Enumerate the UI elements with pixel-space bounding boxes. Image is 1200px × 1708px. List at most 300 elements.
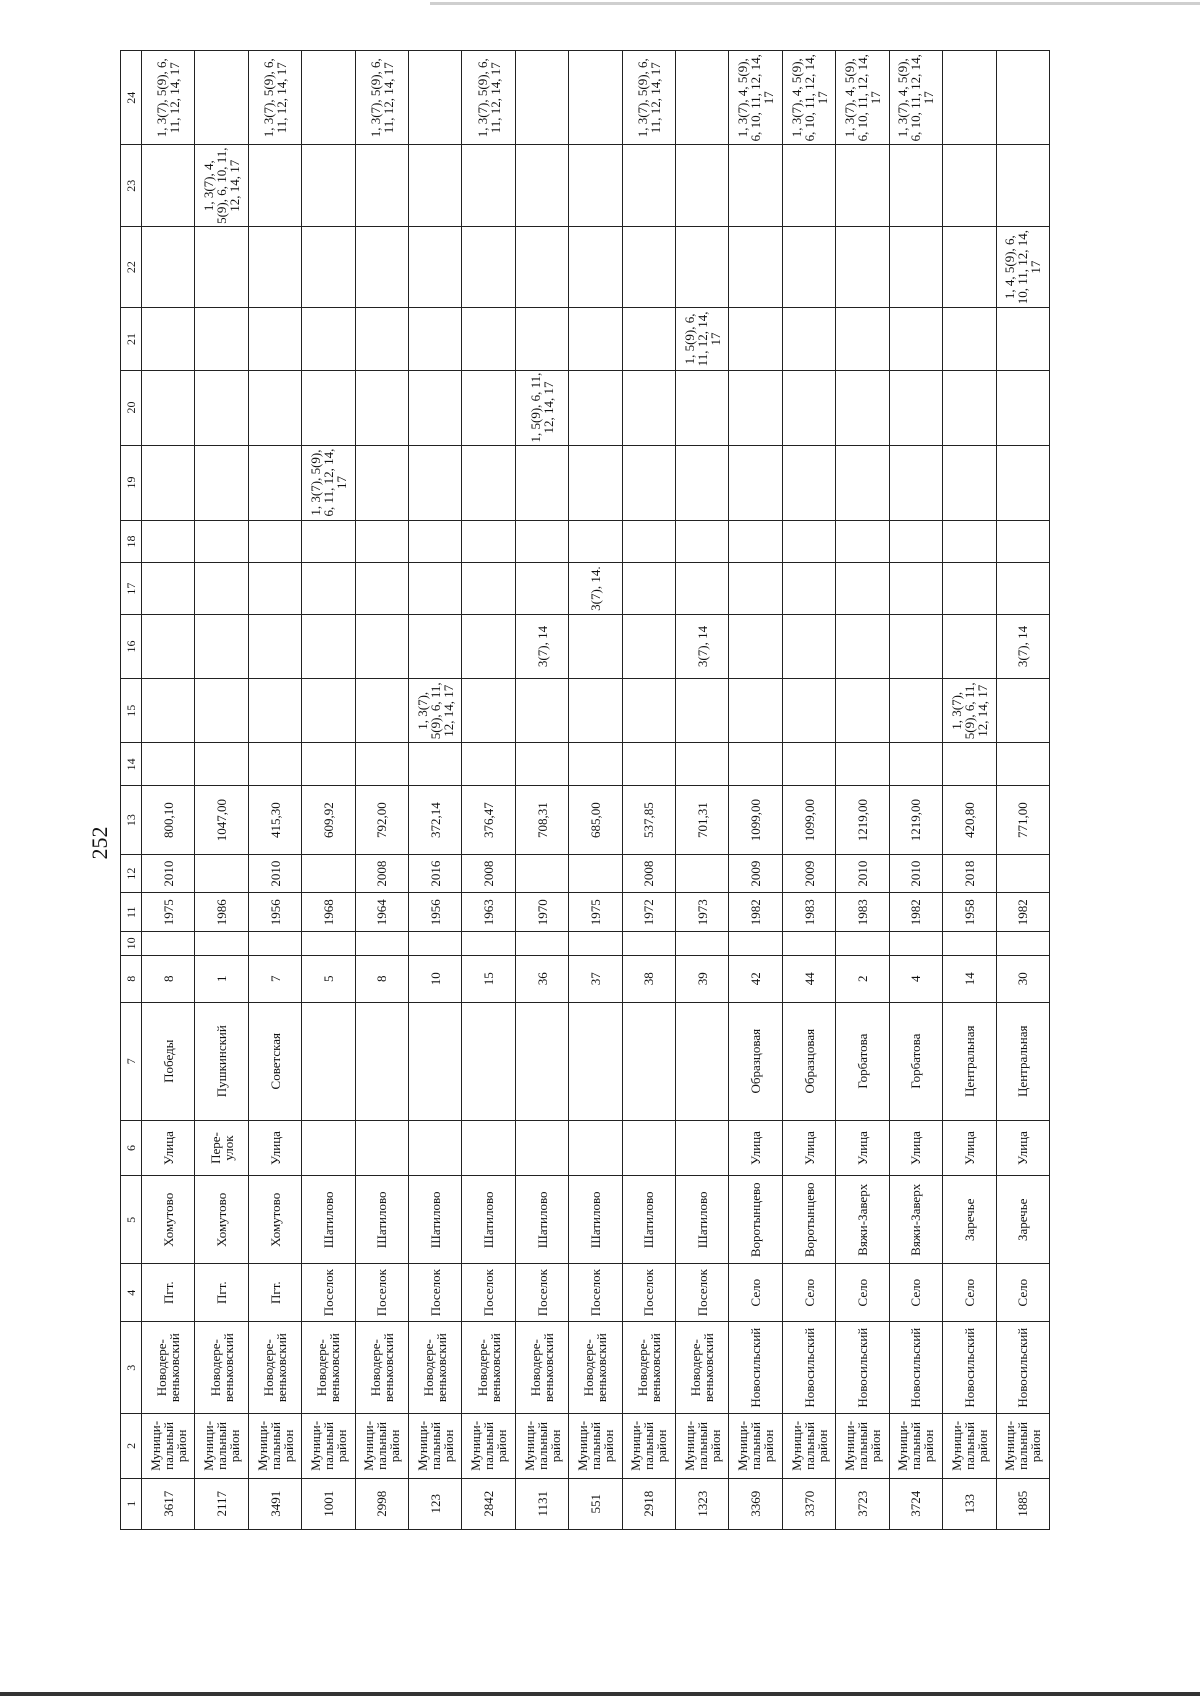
table-cell	[676, 1120, 729, 1176]
table-cell	[248, 308, 301, 370]
table-cell: Новосильский	[729, 1322, 782, 1414]
table-cell: Образцовая	[729, 1002, 782, 1120]
table-cell: 800,10	[142, 786, 195, 855]
table-cell: 1, 3(7), 5(9), 6, 11, 12, 14, 17	[409, 679, 462, 743]
table-cell: Село	[889, 1264, 942, 1322]
table-cell	[195, 226, 248, 307]
table-cell: Муници-пальный район	[622, 1414, 675, 1478]
table-cell: 1982	[729, 893, 782, 932]
table-cell: 2008	[462, 854, 515, 893]
table-cell	[302, 226, 355, 307]
table-row	[355, 51, 408, 1530]
column-header: 17	[121, 563, 142, 614]
table-cell: 2	[836, 955, 889, 1002]
table-cell	[622, 1002, 675, 1120]
table-cell	[515, 308, 568, 370]
table-cell: 1, 3(7), 5(9), 6, 11, 12, 14, 17	[355, 51, 408, 145]
table-cell	[515, 854, 568, 893]
table-cell: Муници-пальный район	[142, 1414, 195, 1478]
table-cell	[409, 445, 462, 520]
table-cell: Хомутово	[248, 1176, 301, 1264]
table-cell	[569, 445, 622, 520]
table-cell: Село	[782, 1264, 835, 1322]
table-cell: Горбатова	[889, 1002, 942, 1120]
table-cell	[355, 679, 408, 743]
header-row	[121, 51, 142, 1530]
table-cell: 2010	[889, 854, 942, 893]
table-cell: 685,00	[569, 786, 622, 855]
table-cell	[409, 308, 462, 370]
table-row	[462, 51, 515, 1530]
table-cell: 1956	[248, 893, 301, 932]
table-cell	[729, 563, 782, 614]
table-cell: 792,00	[355, 786, 408, 855]
table-cell: 1219,00	[889, 786, 942, 855]
table-cell	[409, 226, 462, 307]
table-cell: 1, 3(7), 5(9), 6, 11, 12, 14, 17	[248, 51, 301, 145]
table-cell	[836, 614, 889, 678]
table-cell: 2009	[729, 854, 782, 893]
table-cell: Улица	[836, 1120, 889, 1176]
table-cell: 1983	[836, 893, 889, 932]
table-cell: Центральная	[996, 1002, 1050, 1120]
table-cell	[996, 854, 1050, 893]
column-header: 7	[121, 1002, 142, 1120]
table-cell	[515, 145, 568, 226]
table-cell: Новосильский	[836, 1322, 889, 1414]
table-cell	[729, 743, 782, 786]
table-cell	[836, 563, 889, 614]
table-cell: 1982	[889, 893, 942, 932]
table-cell	[409, 520, 462, 563]
table-cell: Новодере-веньковский	[622, 1322, 675, 1414]
table-cell: 3(7), 14.	[569, 563, 622, 614]
table-cell	[889, 145, 942, 226]
column-header: 21	[121, 308, 142, 370]
table-cell: Село	[836, 1264, 889, 1322]
table-cell	[462, 308, 515, 370]
table-row	[195, 51, 248, 1530]
table-cell: 1982	[996, 893, 1050, 932]
table-cell	[248, 743, 301, 786]
table-cell	[889, 370, 942, 445]
table-cell	[195, 932, 248, 956]
table-cell: 1968	[302, 893, 355, 932]
table-cell: 1099,00	[729, 786, 782, 855]
table-cell	[515, 1002, 568, 1120]
table-cell: 1, 5(9), 6, 11, 12, 14, 17	[515, 370, 568, 445]
table-cell	[355, 370, 408, 445]
table-cell: Пгт.	[195, 1264, 248, 1322]
table-cell	[676, 932, 729, 956]
table-cell: 2010	[142, 854, 195, 893]
table-cell: 1970	[515, 893, 568, 932]
table-cell	[355, 445, 408, 520]
table-cell: Пгт.	[142, 1264, 195, 1322]
table-cell	[569, 145, 622, 226]
column-header: 18	[121, 520, 142, 563]
table-cell: 551	[569, 1478, 622, 1529]
table-cell	[782, 743, 835, 786]
table-cell: Улица	[889, 1120, 942, 1176]
table-cell: 42	[729, 955, 782, 1002]
table-cell	[462, 932, 515, 956]
table-cell	[622, 226, 675, 307]
table-cell	[889, 743, 942, 786]
table-cell	[889, 932, 942, 956]
table-cell	[515, 445, 568, 520]
table-cell	[729, 308, 782, 370]
table-cell: Муници-пальный район	[782, 1414, 835, 1478]
table-cell	[996, 370, 1050, 445]
table-cell: 30	[996, 955, 1050, 1002]
table-cell: 2918	[622, 1478, 675, 1529]
table-cell: 2842	[462, 1478, 515, 1529]
table-cell	[515, 679, 568, 743]
table-cell: 1, 3(7), 5(9), 6, 11, 12, 14, 17	[622, 51, 675, 145]
table-cell: Поселок	[302, 1264, 355, 1322]
scan-edge-top	[430, 2, 1200, 5]
table-cell: 3(7), 14	[996, 614, 1050, 678]
table-cell	[248, 563, 301, 614]
table-row	[622, 51, 675, 1530]
table-cell	[889, 679, 942, 743]
table-cell	[943, 563, 996, 614]
table-row	[515, 51, 568, 1530]
table-cell: 133	[943, 1478, 996, 1529]
table-cell	[195, 854, 248, 893]
table-cell	[943, 308, 996, 370]
table-cell: 1, 3(7), 4, 5(9), 6, 10, 11, 12, 14, 17	[195, 145, 248, 226]
table-cell: Хомутово	[142, 1176, 195, 1264]
table-cell	[889, 445, 942, 520]
table-body	[142, 51, 1050, 1530]
table-cell	[782, 226, 835, 307]
table-cell	[462, 679, 515, 743]
table-cell: Хомутово	[195, 1176, 248, 1264]
table-cell	[569, 520, 622, 563]
table-cell	[569, 679, 622, 743]
table-cell	[729, 614, 782, 678]
table-cell: 1, 5(9), 6, 11, 12, 14, 17	[676, 308, 729, 370]
table-cell	[142, 563, 195, 614]
table-cell: Поселок	[676, 1264, 729, 1322]
table-cell	[195, 520, 248, 563]
table-cell	[622, 445, 675, 520]
table-cell	[142, 145, 195, 226]
table-cell	[836, 932, 889, 956]
table-cell: 372,14	[409, 786, 462, 855]
table-cell: Шатилово	[462, 1176, 515, 1264]
table-cell	[782, 614, 835, 678]
table-cell	[836, 370, 889, 445]
table-cell	[302, 308, 355, 370]
table-cell: Заречье	[996, 1176, 1050, 1264]
table-cell: 3724	[889, 1478, 942, 1529]
column-header: 16	[121, 614, 142, 678]
table-cell	[569, 854, 622, 893]
table-cell	[729, 370, 782, 445]
table-cell: 38	[622, 955, 675, 1002]
table-cell: Новодере-веньковский	[462, 1322, 515, 1414]
table-cell: 1219,00	[836, 786, 889, 855]
table-cell	[515, 226, 568, 307]
table-cell	[302, 520, 355, 563]
column-header: 5	[121, 1176, 142, 1264]
table-cell: 1885	[996, 1478, 1050, 1529]
table-cell	[676, 445, 729, 520]
table-cell	[355, 1002, 408, 1120]
table-cell: Муници-пальный район	[409, 1414, 462, 1478]
table-cell	[943, 370, 996, 445]
table-cell	[676, 743, 729, 786]
table-cell: Новодере-веньковский	[569, 1322, 622, 1414]
table-cell: Вяжи-Заверх	[836, 1176, 889, 1264]
table-cell	[142, 308, 195, 370]
table-cell	[409, 743, 462, 786]
table-cell: 376,47	[462, 786, 515, 855]
table-cell	[195, 308, 248, 370]
table-cell: 3491	[248, 1478, 301, 1529]
table-cell: Муници-пальный район	[569, 1414, 622, 1478]
table-cell	[515, 520, 568, 563]
table-cell: Поселок	[569, 1264, 622, 1322]
table-cell: Муници-пальный район	[889, 1414, 942, 1478]
table-cell: 1983	[782, 893, 835, 932]
table-cell	[248, 370, 301, 445]
table-cell: Шатилово	[569, 1176, 622, 1264]
table-cell	[996, 145, 1050, 226]
table-cell	[782, 445, 835, 520]
table-cell	[996, 308, 1050, 370]
table-cell: Образцовая	[782, 1002, 835, 1120]
column-header: 10	[121, 932, 142, 956]
table-cell	[195, 614, 248, 678]
table-cell	[836, 226, 889, 307]
table-row	[248, 51, 301, 1530]
table-cell	[569, 743, 622, 786]
table-cell: Шатилово	[302, 1176, 355, 1264]
table-cell	[462, 1120, 515, 1176]
table-cell: Муници-пальный район	[302, 1414, 355, 1478]
table-cell: 3(7), 14	[676, 614, 729, 678]
table-cell	[302, 370, 355, 445]
table-cell	[676, 563, 729, 614]
table-cell	[676, 1002, 729, 1120]
table-cell	[462, 226, 515, 307]
table-cell	[462, 743, 515, 786]
table-row	[889, 51, 942, 1530]
table-cell	[515, 51, 568, 145]
column-header: 4	[121, 1264, 142, 1322]
scan-edge-bottom	[0, 1692, 1200, 1696]
table-cell	[569, 614, 622, 678]
table-cell: 1964	[355, 893, 408, 932]
column-header: 22	[121, 226, 142, 307]
table-cell: 1, 3(7), 5(9), 6, 11, 12, 14, 17	[302, 445, 355, 520]
table-cell: Улица	[782, 1120, 835, 1176]
table-cell	[195, 445, 248, 520]
table-cell: 537,85	[622, 786, 675, 855]
table-cell	[943, 614, 996, 678]
table-cell: 1972	[622, 893, 675, 932]
data-table-wrapper	[120, 50, 1050, 1530]
table-cell	[355, 226, 408, 307]
table-cell	[142, 445, 195, 520]
table-cell	[355, 932, 408, 956]
table-cell	[515, 932, 568, 956]
table-cell: Новодере-веньковский	[409, 1322, 462, 1414]
table-cell	[248, 614, 301, 678]
table-cell: Новодере-веньковский	[302, 1322, 355, 1414]
table-cell: 14	[943, 955, 996, 1002]
table-cell	[782, 370, 835, 445]
table-cell	[943, 145, 996, 226]
table-cell: 2010	[836, 854, 889, 893]
table-cell	[943, 445, 996, 520]
table-cell: Шатилово	[355, 1176, 408, 1264]
table-row	[569, 51, 622, 1530]
table-cell	[302, 679, 355, 743]
table-cell	[569, 932, 622, 956]
table-cell	[195, 563, 248, 614]
table-cell	[248, 679, 301, 743]
table-row	[996, 51, 1050, 1530]
table-cell	[302, 563, 355, 614]
table-cell: 2008	[622, 854, 675, 893]
table-cell	[409, 1002, 462, 1120]
table-cell: 1131	[515, 1478, 568, 1529]
table-cell	[676, 854, 729, 893]
table-cell	[355, 520, 408, 563]
table-cell	[676, 520, 729, 563]
table-cell: Пушкинский	[195, 1002, 248, 1120]
table-cell	[729, 520, 782, 563]
table-cell: Воротынцево	[729, 1176, 782, 1264]
table-cell: 3617	[142, 1478, 195, 1529]
table-cell: Советская	[248, 1002, 301, 1120]
table-cell	[676, 679, 729, 743]
table-cell	[996, 679, 1050, 743]
table-cell: 1973	[676, 893, 729, 932]
table-cell	[782, 308, 835, 370]
table-cell: Муници-пальный район	[195, 1414, 248, 1478]
table-cell	[409, 145, 462, 226]
table-cell	[943, 51, 996, 145]
table-cell	[409, 370, 462, 445]
table-cell	[142, 614, 195, 678]
table-cell: 708,31	[515, 786, 568, 855]
page-number: 252	[87, 826, 112, 860]
table-cell: Заречье	[943, 1176, 996, 1264]
table-row	[142, 51, 195, 1530]
table-row	[409, 51, 462, 1530]
table-row	[302, 51, 355, 1530]
table-cell	[195, 370, 248, 445]
table-cell	[462, 614, 515, 678]
table-cell	[729, 145, 782, 226]
table-cell	[943, 932, 996, 956]
table-cell	[889, 563, 942, 614]
table-cell: 1956	[409, 893, 462, 932]
table-cell: 5	[302, 955, 355, 1002]
table-cell	[355, 563, 408, 614]
column-header: 14	[121, 743, 142, 786]
table-cell: Новосильский	[996, 1322, 1050, 1414]
table-cell	[248, 445, 301, 520]
table-cell	[889, 308, 942, 370]
table-cell	[142, 932, 195, 956]
table-cell: Улица	[248, 1120, 301, 1176]
table-cell: 2016	[409, 854, 462, 893]
table-cell	[248, 932, 301, 956]
table-cell	[142, 370, 195, 445]
table-cell	[195, 679, 248, 743]
table-cell	[622, 520, 675, 563]
table-cell: 39	[676, 955, 729, 1002]
table-cell	[622, 145, 675, 226]
table-cell	[729, 932, 782, 956]
column-header: 13	[121, 786, 142, 855]
table-cell: 1, 3(7), 5(9), 6, 11, 12, 14, 17	[142, 51, 195, 145]
table-cell: Шатилово	[515, 1176, 568, 1264]
column-header: 19	[121, 445, 142, 520]
table-cell: 44	[782, 955, 835, 1002]
table-cell: 2009	[782, 854, 835, 893]
table-cell: Шатилово	[409, 1176, 462, 1264]
table-cell	[622, 370, 675, 445]
table-cell	[622, 1120, 675, 1176]
table-cell	[462, 370, 515, 445]
table-cell: 1986	[195, 893, 248, 932]
table-cell: Пере-улок	[195, 1120, 248, 1176]
table-cell: 1975	[569, 893, 622, 932]
table-cell	[622, 932, 675, 956]
table-cell	[515, 743, 568, 786]
table-cell: 1, 4, 5(9), 6, 10, 11, 12, 14, 17	[996, 226, 1050, 307]
table-cell	[782, 520, 835, 563]
table-cell: 2018	[943, 854, 996, 893]
table-cell	[409, 51, 462, 145]
table-cell: Муници-пальный район	[836, 1414, 889, 1478]
table-cell	[782, 932, 835, 956]
table-cell	[302, 1120, 355, 1176]
table-cell: 2998	[355, 1478, 408, 1529]
table-cell	[462, 520, 515, 563]
table-cell: Шатилово	[622, 1176, 675, 1264]
table-cell: 1, 3(7), 4, 5(9), 6, 10, 11, 12, 14, 17	[889, 51, 942, 145]
table-cell	[676, 226, 729, 307]
table-cell: Поселок	[515, 1264, 568, 1322]
table-cell: Муници-пальный район	[248, 1414, 301, 1478]
table-cell	[836, 520, 889, 563]
table-cell: Новосильский	[889, 1322, 942, 1414]
table-cell: Муници-пальный район	[355, 1414, 408, 1478]
table-cell: Победы	[142, 1002, 195, 1120]
table-cell: Село	[996, 1264, 1050, 1322]
table-cell: Поселок	[622, 1264, 675, 1322]
table-cell	[462, 445, 515, 520]
table-cell	[515, 563, 568, 614]
table-cell	[622, 308, 675, 370]
table-cell	[302, 854, 355, 893]
table-cell	[302, 1002, 355, 1120]
table-cell	[409, 1120, 462, 1176]
column-header: 11	[121, 893, 142, 932]
table-cell	[409, 563, 462, 614]
table-cell: Новодере-веньковский	[142, 1322, 195, 1414]
table-cell	[996, 51, 1050, 145]
